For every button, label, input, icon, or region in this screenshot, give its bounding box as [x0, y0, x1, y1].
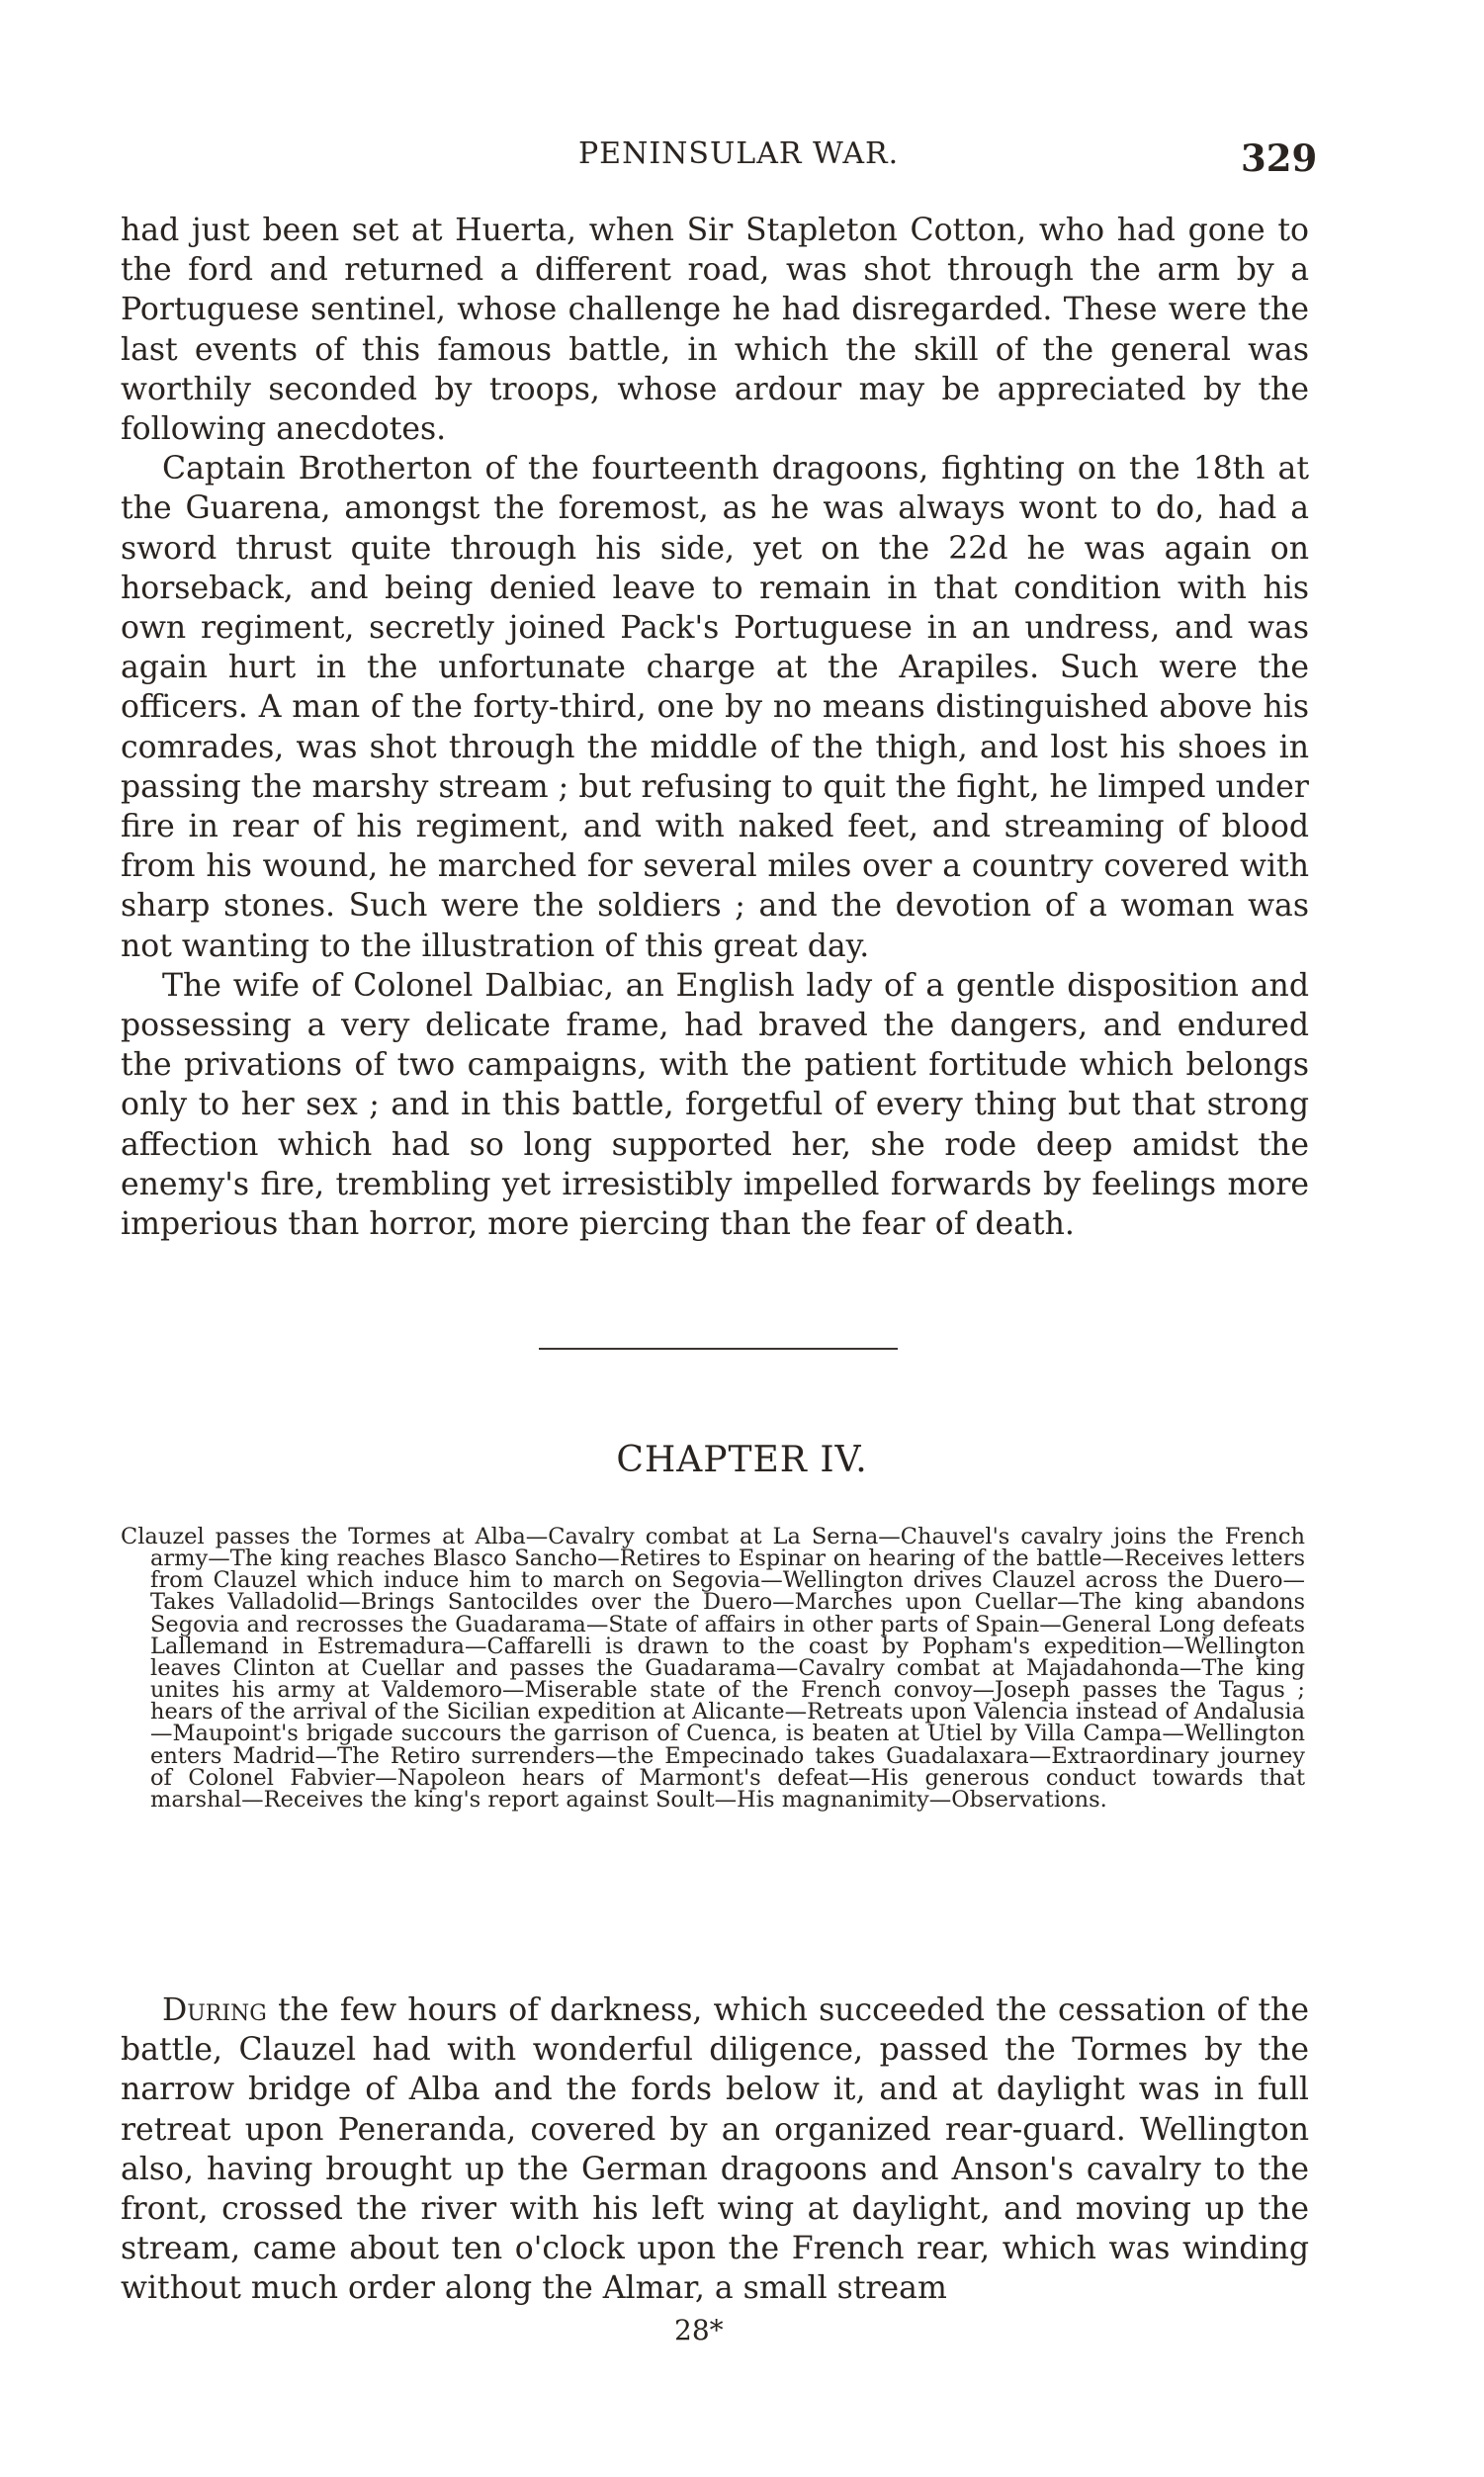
chapter-summary: Clauzel passes the Tormes at Alba—Cavalry combat at La Serna—Chauvel's cavalry joins the French army—The king reaches Blasco Sancho—Retires to Espinar on hearing of the battle—Receives letters from Clauzel which induce him to march on Segovia—Wellington drives Clauzel across the Duero—Takes Valladolid—Brings Santocildes over the Duero—Marches upon Cuellar—The king abandons Segovia and recrosses the Guadarama—State of affairs in other parts of Spain—General Long defeats Lallemand in Estremadura—Caffarelli is drawn to the coast by Popham's expedition—Wellington leaves Clinton at Cuellar and passes the Guadarama—Cavalry combat at Majadahonda—The king unites his army at Valdemoro—Miserable state of the French convoy—Joseph passes the Tagus ; hears of the arrival of the Sicilian expedition at Alicante—Retreats upon Valencia instead of Andalusia—Maupoint's brigade succours the garrison of Cuenca, is beaten at Utiel by Villa Campa—Wellington enters Madrid—The Retiro surrenders—the Empecinado takes Guadalaxara—Extraordinary journey of Colonel Fabvier—Napoleon hears of Marmont's defeat—His generous conduct towards that marshal—Receives the king's report against Soult—His magnanimity—Observations. — [121, 1524, 1305, 1813]
page-number: 329 — [1241, 136, 1318, 180]
paragraph-chapter-opening — [121, 1990, 1309, 2309]
paragraph-dalbiac: The wife of Colonel Dalbiac, an English lady of a gentle disposition and possessing a very delicate frame, had braved the dangers, and endured the privations of two campaigns, with the patient fortitude which belongs only to her sex ; and in this battle, forgetful of every thing but that strong affection which had so long supported her, she rode deep amidst the enemy's fire, trembling yet irresistibly impelled forwards by feelings more imperious than horror, more piercing than the fear of death. — [121, 967, 1309, 1243]
opening-word: During — [162, 1992, 267, 2028]
body-text-upper — [121, 211, 1309, 1244]
running-head — [0, 136, 1484, 180]
paragraph-battle-end: had just been set at Huerta, when Sir Stapleton Cotton, who had gone to the ford and returned a different road, was shot through the arm by a Portuguese sentinel, whose challenge he had disregarded. These were the last events of this famous battle, in which the skill of the general was worthily seconded by troops, whose ardour may be appreciated by the following anecdotes. — [121, 213, 1309, 448]
body-text-lower — [121, 1990, 1309, 2309]
signature-mark: 28* — [674, 2314, 724, 2346]
paragraph-brotherton: Captain Brotherton of the fourteenth dragoons, fighting on the 18th at the Guarena, amongst the foremost, as he was always wont to do, had a sword thrust quite through his side, yet on the 22d he was again on horseback, and being denied leave to remain in that condition with his own regiment, secretly joined Pack's Portuguese in an undress, and was again hurt in the unfortunate charge at the Arapiles. Such were the officers. A man of the forty-third, one by no means distinguished above his comrades, was shot through the middle of the thigh, and lost his shoes in passing the marshy stream ; but refusing to quit the fight, he limped under fire in rear of his regiment, and with naked feet, and streaming of blood from his wound, he marched for several miles over a country covered with sharp stones. Such were the soldiers ; and the devotion of a woman was not wanting to the illustration of this great day. — [121, 451, 1309, 964]
opening-paragraph-text: the few hours of darkness, which succeeded the cessation of the battle, Clauzel had with wonderful diligence, passed the Tormes by the narrow bridge of Alba and the fords below it, and at daylight was in full retreat upon Peneranda, covered by an organized rear-guard. Wellington also, having brought up the German dragoons and Anson's cavalry to the front, crossed the river with his left wing at daylight, and moving up the stream, came about ten o'clock upon the French rear, which was winding without much order along the Almar, a small stream — [121, 1992, 1309, 2307]
running-title: PENINSULAR WAR. — [578, 136, 900, 171]
section-divider — [539, 1348, 898, 1350]
chapter-heading: CHAPTER IV. — [616, 1440, 868, 1480]
